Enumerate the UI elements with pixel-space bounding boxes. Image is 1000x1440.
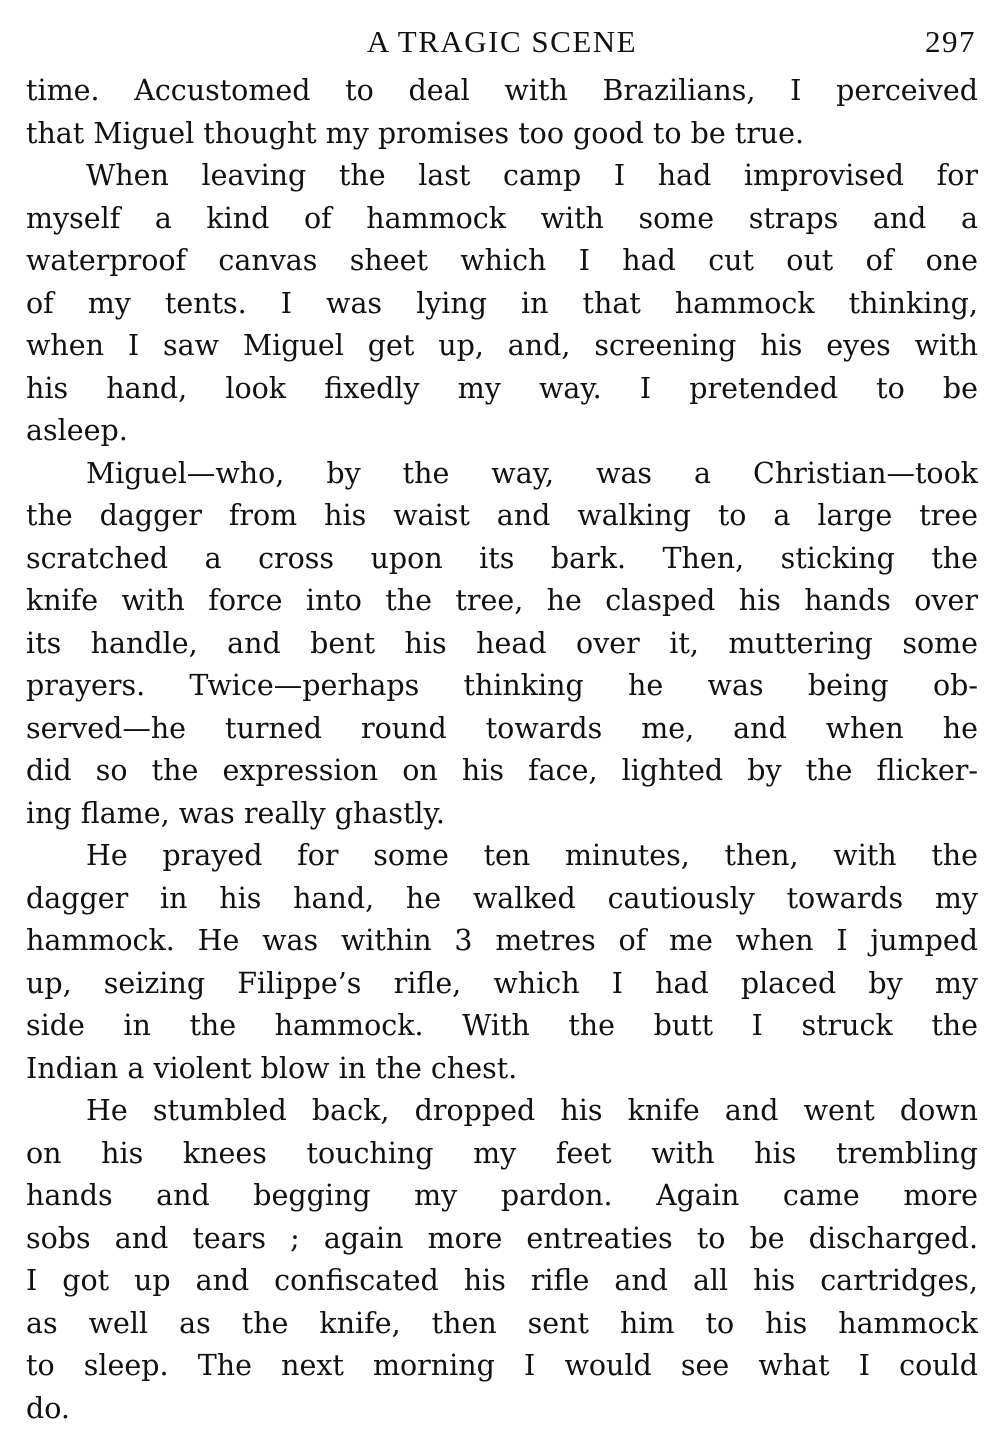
body-text [26,70,978,1430]
text-line: hands and begging my pardon. Again came more [26,1179,978,1212]
text-line: dagger in his hand, he walked cautiously towards my [26,881,978,915]
text-line: hammock. He was within 3 metres of me when I jumped [26,924,978,957]
text-line: Indian a violent blow in the chest. [26,1051,518,1085]
paragraph [26,1090,978,1430]
text-line: knife with force into the tree, he clasped his hands over [26,584,978,617]
text-line: ing flame, was really ghastly. [26,796,445,830]
text-line: of my tents. I was lying in that hammock thinking, [26,286,978,320]
text-line: scratched a cross upon its bark. Then, sticking the [26,541,978,575]
running-title: A TRAGIC SCENE [366,24,638,59]
text-line: did so the expression on his face, lighted by the flicker- [26,754,978,787]
text-line: do. [26,1391,70,1425]
text-line: He prayed for some ten minutes, then, with the [86,839,978,872]
text-line: I got up and confiscated his rifle and all his cartridges, [26,1264,978,1297]
page-number: 297 [925,24,976,59]
text-line: its handle, and bent his head over it, muttering some [26,626,978,660]
text-line: to sleep. The next morning I would see what I could [26,1349,978,1382]
text-line: waterproof canvas sheet which I had cut out of one [26,244,978,277]
text-line: He stumbled back, dropped his knife and went down [86,1094,978,1127]
text-line: that Miguel thought my promises too good to be true. [26,116,805,150]
text-line: prayers. Twice—perhaps thinking he was being ob- [26,669,978,702]
text-line: myself a kind of hammock with some straps and a [26,201,978,235]
text-line: time. Accustomed to deal with Brazilians, I perceived [26,74,978,107]
text-line: sobs and tears ; again more entreaties to be discharged. [26,1221,978,1255]
paragraph [26,155,978,453]
text-line: Miguel—who, by the way, was a Christian—took [86,456,978,490]
paragraph [26,70,978,155]
text-line: his hand, look fixedly my way. I pretended to be [26,371,978,405]
text-line: asleep. [26,414,128,447]
running-head [26,14,978,70]
paragraph [26,835,978,1090]
text-line: up, seizing Filippe’s rifle, which I had placed by my [26,966,978,1000]
text-line: served—he turned round towards me, and when he [26,711,978,745]
text-line: when I saw Miguel get up, and, screening his eyes with [26,329,978,362]
text-line: on his knees touching my feet with his trembling [26,1136,978,1170]
text-line: the dagger from his waist and walking to a large tree [26,499,978,532]
paragraph [26,453,978,836]
text-line: side in the hammock. With the butt I struck the [26,1009,978,1042]
text-line: as well as the knife, then sent him to his hammock [26,1306,978,1340]
book-page [26,14,978,1430]
text-line: When leaving the last camp I had improvised for [86,159,978,192]
